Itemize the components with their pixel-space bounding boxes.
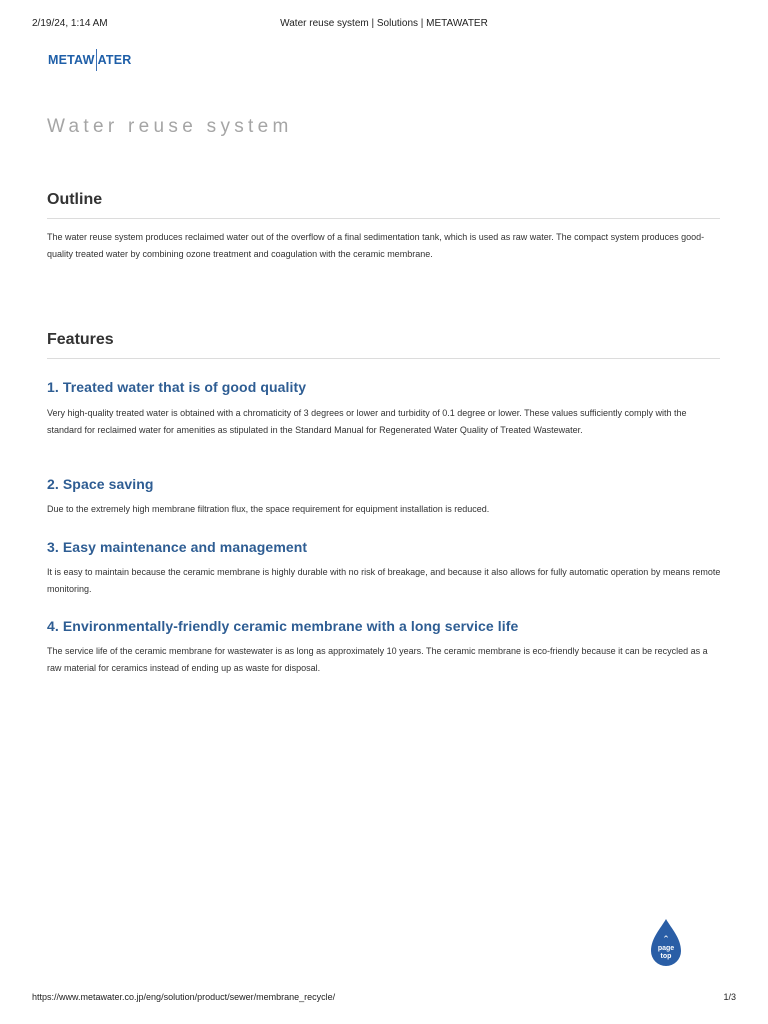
print-footer xyxy=(32,992,736,1004)
print-document-title: Water reuse system | Solutions | METAWATER xyxy=(280,18,488,29)
features-divider xyxy=(47,358,720,359)
page-indicator: 1/3 xyxy=(723,992,736,1002)
page-top-button[interactable] xyxy=(650,918,682,968)
page-title: Water reuse system xyxy=(47,116,293,137)
logo-divider xyxy=(96,49,97,71)
features-heading: Features xyxy=(47,331,114,348)
outline-body: The water reuse system produces reclaimed water out of the overflow of a final sedimentation tank, which is used as raw water. The compact system produces good-quality treated water by combining ozone treatment and coagulation with the ceramic membrane. xyxy=(47,232,705,259)
feature-1-title: 1. Treated water that is of good quality xyxy=(47,379,307,395)
print-datetime: 2/19/24, 1:14 AM xyxy=(32,18,108,29)
feature-2-body: Due to the extremely high membrane filtration flux, the space requirement for equipment installation is reduced. xyxy=(47,504,490,514)
outline-divider xyxy=(47,218,720,219)
outline-heading: Outline xyxy=(47,191,103,208)
feature-1-body: Very high-quality treated water is obtained with a chromaticity of 3 degrees or lower and turbidity of 0.1 degree or lower. These values sufficiently comply with the standard for reclaimed water for amenities as stipulated in the Standard Manual for Regenerated Water Quality of Treated Wastewater. xyxy=(47,408,687,435)
feature-3-body: It is easy to maintain because the ceramic membrane is highly durable with no risk of breakage, and because it also allows for fully automatic operation by means remote monitoring. xyxy=(47,567,721,594)
feature-2-title: 2. Space saving xyxy=(47,476,154,492)
print-header xyxy=(32,18,736,32)
feature-4-title: 4. Environmentally-friendly ceramic membrane with a long service life xyxy=(47,618,519,634)
page-top-label-line2: top xyxy=(660,953,672,960)
print-url: https://www.metawater.co.jp/eng/solution/product/sewer/membrane_recycle/ xyxy=(32,992,336,1002)
feature-4-body: The service life of the ceramic membrane for wastewater is as long as approximately 10 years. The ceramic membrane is eco-friendly because it can be recycled as a raw material for ceramics instead of ending up as waste for disposal. xyxy=(47,646,708,673)
logo-text-left: METAW xyxy=(48,53,95,67)
chevron-up-icon: ⌃ xyxy=(662,934,670,944)
feature-3-title: 3. Easy maintenance and management xyxy=(47,539,308,555)
logo-text-right: ATER xyxy=(97,53,132,67)
page-top-label-line1: page xyxy=(657,945,675,952)
metawater-logo[interactable] xyxy=(48,48,132,72)
